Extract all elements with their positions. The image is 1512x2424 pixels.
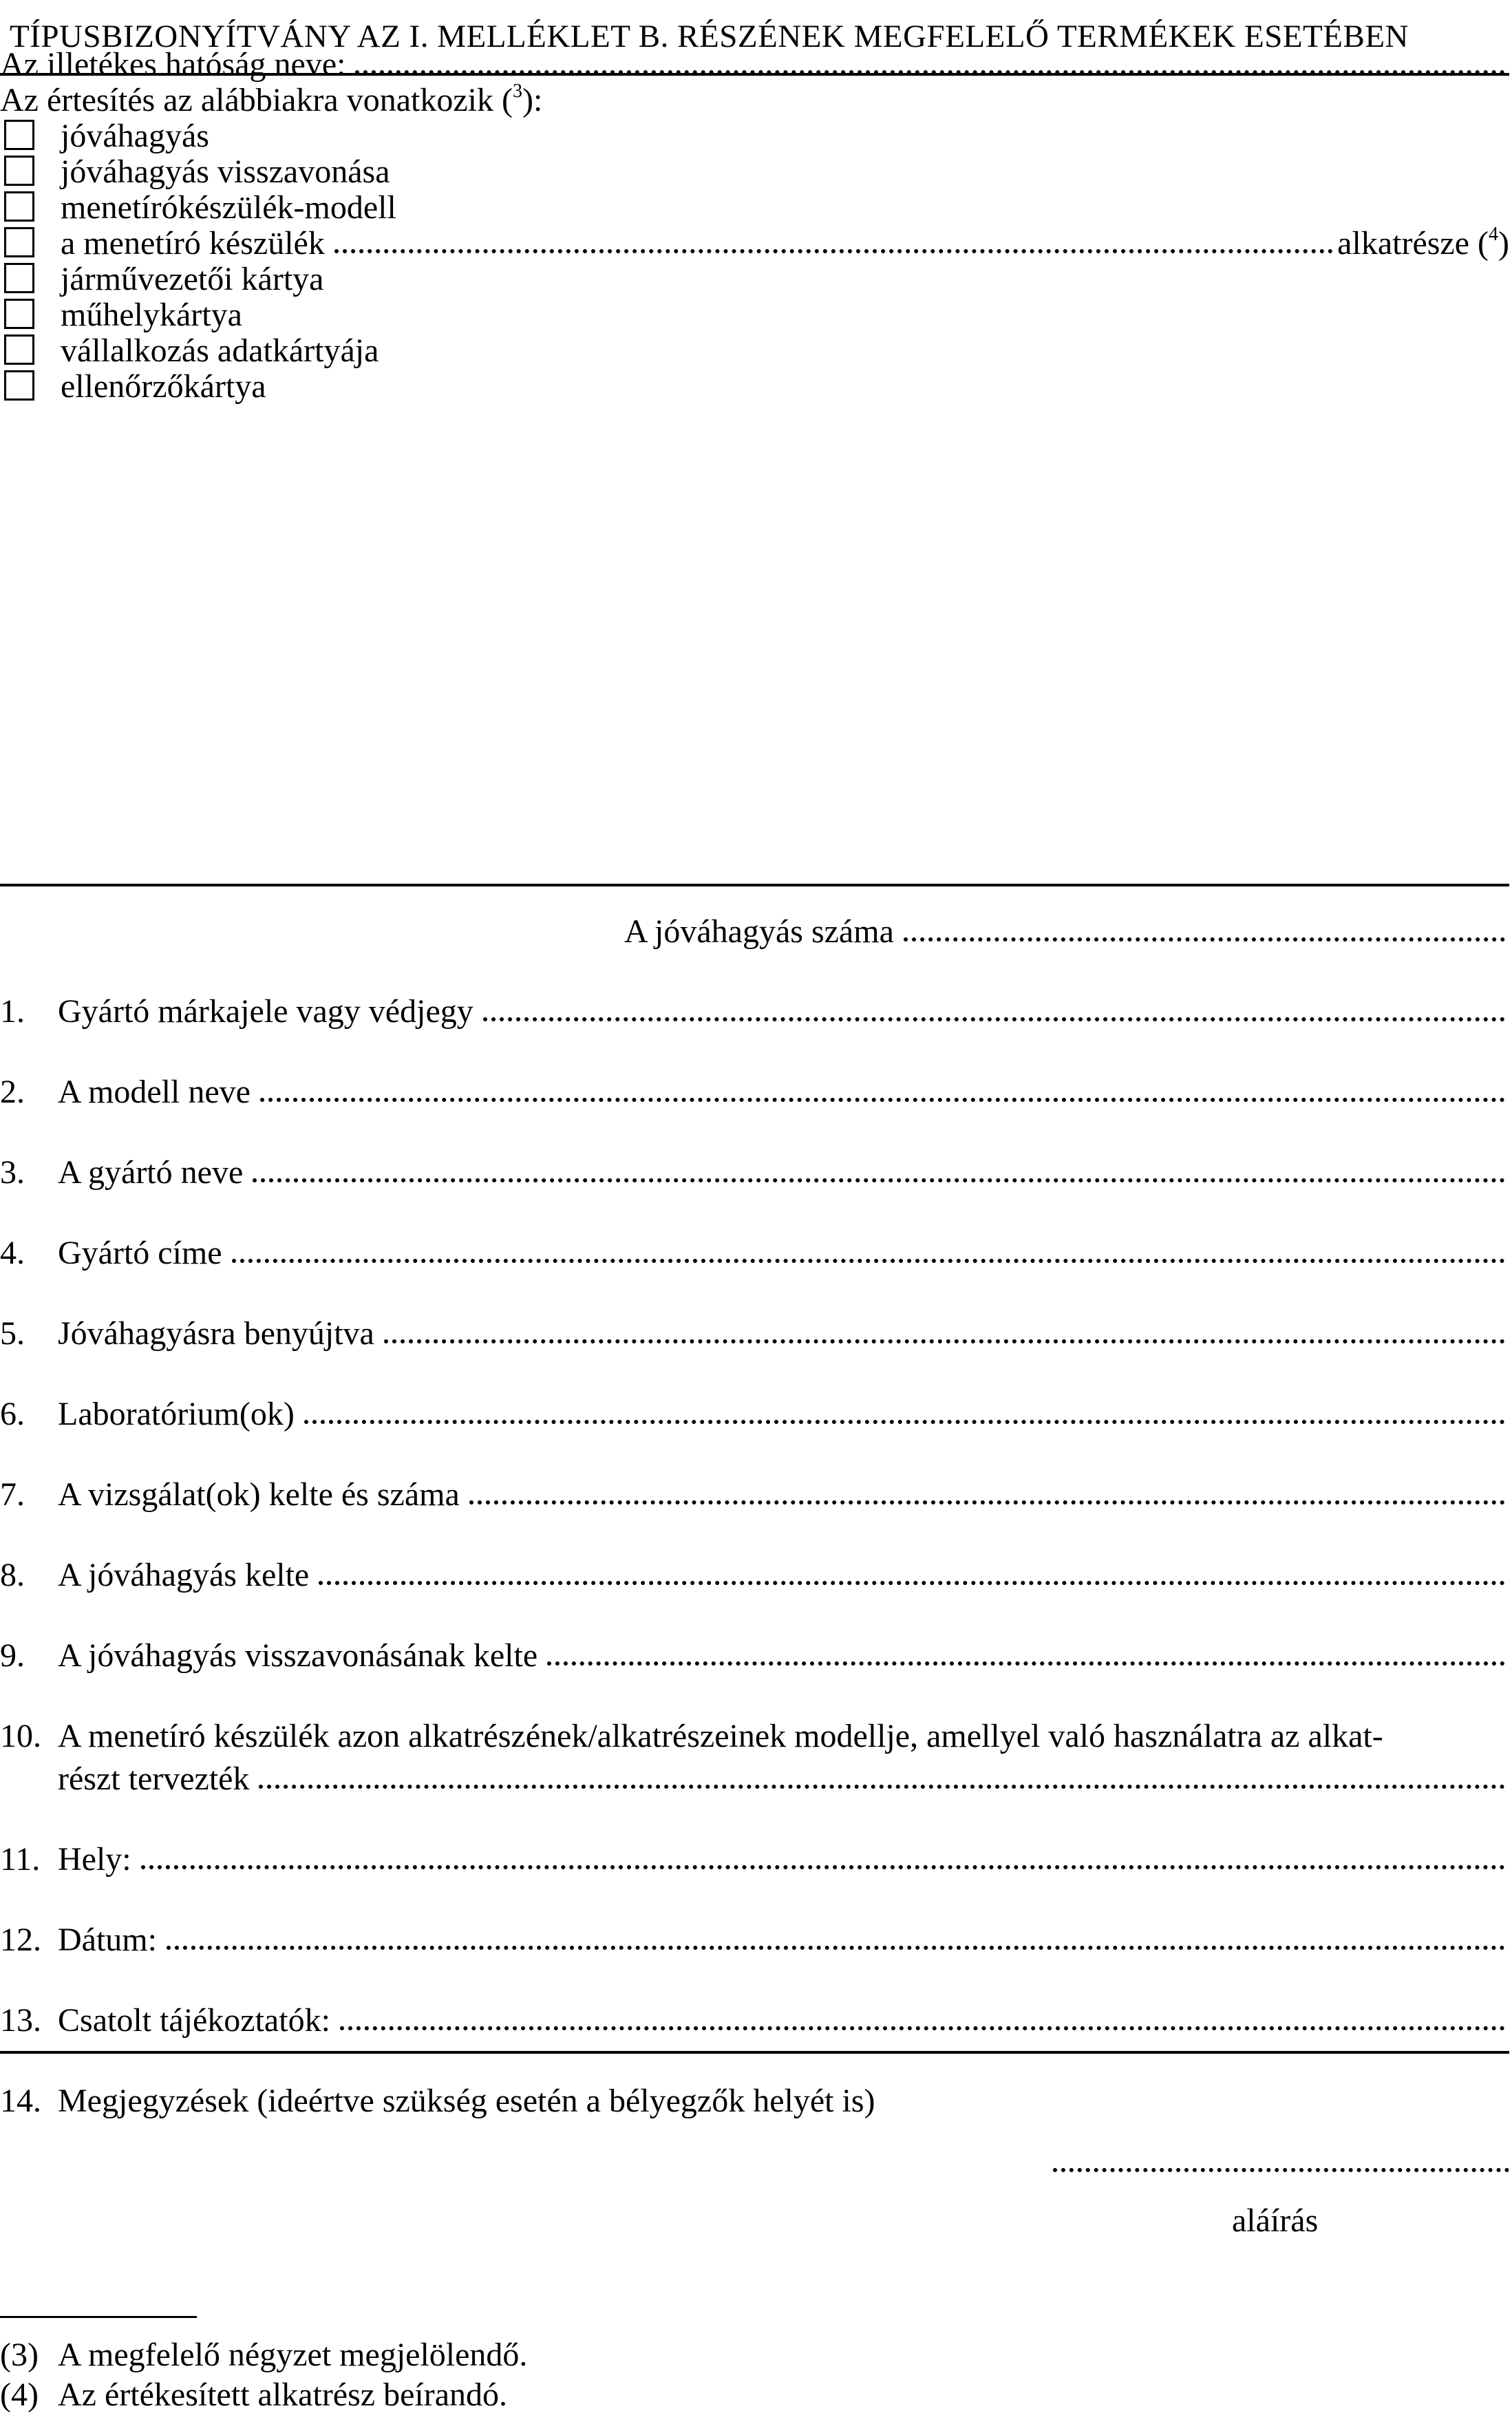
checkbox-approval[interactable]	[4, 120, 34, 150]
checkbox-row-workshop-card	[0, 290, 242, 332]
field-label: 2. A modell neve	[0, 1074, 251, 1110]
manufacturer-name-fill-line[interactable]	[253, 1178, 1505, 1182]
checkbox-row-approval	[0, 111, 209, 153]
footnote-text: Az értékesített alkatrész beírandó.	[58, 2377, 508, 2413]
attachments-fill-line[interactable]	[340, 2026, 1505, 2030]
field-label: 3. A gyártó neve	[0, 1154, 244, 1191]
document-title: TÍPUSBIZONYÍTVÁNY AZ I. MELLÉKLET B. RÉSZÉNEK MEGFELELŐ TERMÉKEK ESETÉBEN	[10, 19, 1409, 54]
checkbox-workshop-card[interactable]	[4, 299, 34, 329]
field-label: 14. Megjegyzések (ideértve szükség esetén a bélyegzők helyét is)	[0, 2083, 875, 2119]
checkbox-label: jóváhagyás	[61, 118, 209, 154]
signature-label: aláírás	[1232, 2202, 1319, 2239]
place-fill-line[interactable]	[141, 1865, 1505, 1869]
field-row-date	[0, 1915, 1509, 1957]
footnote-divider	[0, 2316, 197, 2318]
field-row-component-model-cont	[0, 1754, 1509, 1796]
field-row-model-name	[0, 1067, 1509, 1109]
checkbox-label: ellenőrzőkártya	[61, 368, 266, 405]
field-row-attachments	[0, 1996, 1509, 2037]
checkbox-row-control-card	[0, 362, 266, 403]
authority-fill-line[interactable]	[355, 70, 1505, 74]
field-row-brand	[0, 987, 1509, 1028]
approval-number-row	[624, 907, 1509, 948]
approval-number-fill-line[interactable]	[904, 937, 1505, 942]
checkbox-component[interactable]	[4, 227, 34, 257]
field-label: 11. Hely:	[0, 1841, 131, 1878]
field-row-withdrawal-date	[0, 1631, 1509, 1672]
checkbox-row-recorder-model	[0, 183, 396, 224]
footnote-3	[0, 2339, 527, 2377]
withdrawal-date-fill-line[interactable]	[547, 1661, 1505, 1666]
component-model-fill-line[interactable]	[259, 1785, 1505, 1789]
date-fill-line[interactable]	[167, 1946, 1505, 1950]
checkbox-label: műhelykártya	[61, 297, 242, 333]
submitted-fill-line[interactable]	[384, 1339, 1505, 1343]
section-divider	[0, 884, 1509, 886]
checkbox-label: vállalkozás adatkártyája	[61, 332, 379, 369]
footnote-4	[0, 2379, 507, 2417]
approval-number-label: A jóváhagyás száma	[624, 913, 894, 950]
checkbox-label: menetírókészülék-modell	[61, 189, 396, 226]
notification-row	[0, 76, 1509, 117]
field-row-manufacturer-name	[0, 1148, 1509, 1189]
manufacturer-address-fill-line[interactable]	[232, 1259, 1505, 1263]
footnote-mark: (3)	[0, 2337, 39, 2373]
field-label: 8. A jóváhagyás kelte	[0, 1557, 310, 1593]
checkbox-control-card[interactable]	[4, 370, 34, 401]
checkbox-row-component	[0, 219, 1509, 260]
remarks-divider	[0, 2051, 1509, 2054]
field-row-place	[0, 1835, 1509, 1876]
field-label: 12. Dátum:	[0, 1922, 157, 1958]
brand-fill-line[interactable]	[483, 1017, 1505, 1021]
checkbox-company-card[interactable]	[4, 334, 34, 365]
field-label: 5. Jóváhagyásra benyújtva	[0, 1315, 374, 1352]
field-label: részt tervezték	[58, 1761, 250, 1797]
field-label: 9. A jóváhagyás visszavonásának kelte	[0, 1637, 538, 1674]
component-suffix: alkatrésze ($^4$)	[1337, 224, 1509, 262]
laboratory-fill-line[interactable]	[304, 1420, 1505, 1424]
field-row-remarks	[0, 2076, 1509, 2118]
field-label: 1. Gyártó márkajele vagy védjegy	[0, 993, 473, 1030]
checkbox-withdrawal[interactable]	[4, 156, 34, 186]
field-label: 10. A menetíró készülék azon alkatrészének/alkatrészeinek modellje, amellyel való használatra az alkat-	[0, 1718, 1383, 1754]
notification-label: Az értesítés az alábbiakra vonatkozik ($^3$):	[0, 81, 543, 118]
checkbox-label: jóváhagyás visszavonása	[61, 153, 390, 190]
field-label: 6. Laboratórium(ok)	[0, 1396, 295, 1432]
field-row-approval-date	[0, 1551, 1509, 1592]
checkbox-label: a menetíró készülék	[61, 225, 325, 262]
checkbox-row-withdrawal	[0, 147, 390, 189]
component-fill-line[interactable]	[334, 249, 1333, 253]
checkbox-recorder-model[interactable]	[4, 191, 34, 222]
signature-line[interactable]	[1053, 2168, 1509, 2172]
authority-label: Az illetékes hatóság neve:	[0, 46, 346, 83]
field-row-test-date	[0, 1470, 1509, 1511]
footnote-mark: (4)	[0, 2377, 39, 2413]
field-row-laboratory	[0, 1390, 1509, 1431]
field-label: 4. Gyártó címe	[0, 1235, 222, 1271]
field-label: 13. Csatolt tájékoztatók:	[0, 2002, 330, 2039]
footnote-text: A megfelelő négyzet megjelölendő.	[58, 2337, 528, 2373]
field-row-manufacturer-address	[0, 1229, 1509, 1270]
model-name-fill-line[interactable]	[260, 1098, 1505, 1102]
checkbox-row-company-card	[0, 326, 379, 368]
approval-date-fill-line[interactable]	[319, 1581, 1505, 1585]
test-date-fill-line[interactable]	[469, 1500, 1505, 1505]
authority-row	[0, 40, 1509, 81]
checkbox-driver-card[interactable]	[4, 263, 34, 293]
checkbox-label: járművezetői kártya	[61, 261, 324, 297]
field-label: 7. A vizsgálat(ok) kelte és száma	[0, 1476, 460, 1513]
checkbox-row-driver-card	[0, 255, 323, 296]
field-row-submitted	[0, 1309, 1509, 1350]
field-row-component-model	[0, 1712, 1509, 1753]
